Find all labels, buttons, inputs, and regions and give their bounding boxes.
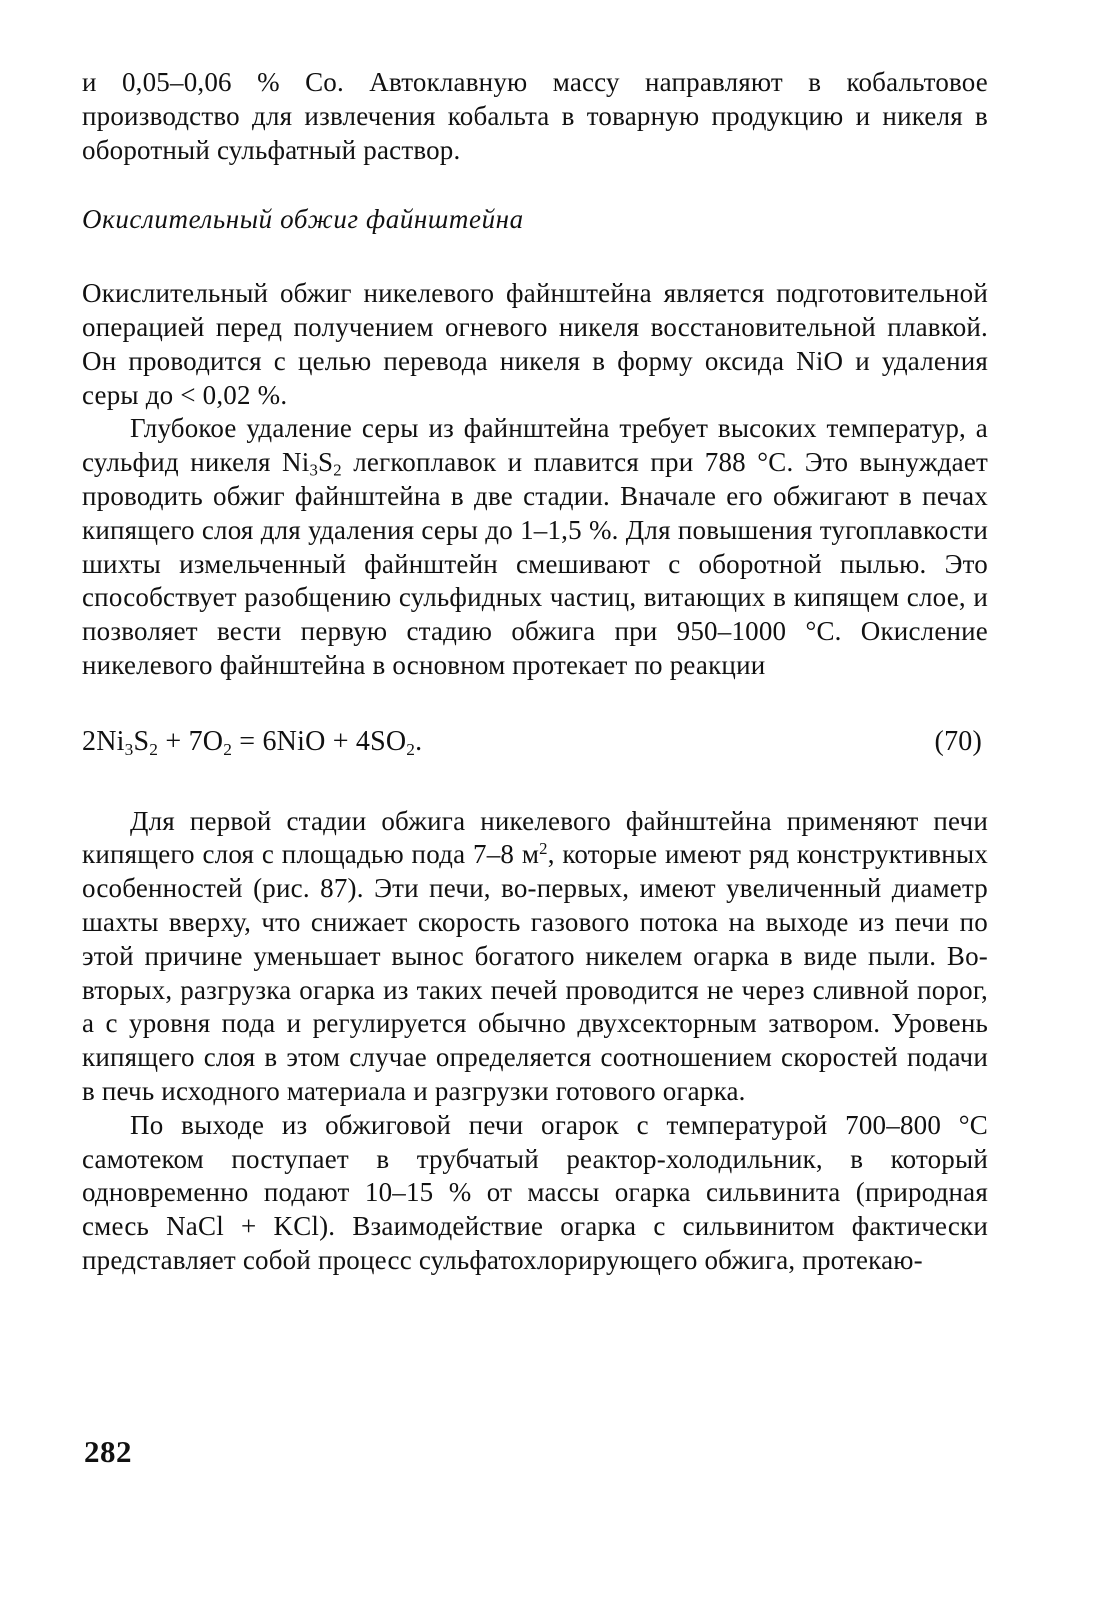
text-segment: легкоплавок и плавится при 788 °С. Это вынуждает проводить обжиг файнштейна в две стадии. Вначале его обжигают в печах кипящего слоя для удаления серы до 1–1,5 %. Для повышения тугоплавкости шихты измельченный файнштейн смешивают с оборотной пылью. Это способствует разобщению сульфидных частиц, витающих в кипящем слое, и позволяет вести первую стадию обжига при 950–1000 °С. Окисление никелевого файнштейна в основном протекает по реакции [82, 447, 989, 680]
intro-paragraph: и 0,05–0,06 % Co. Автоклавную массу направляют в кобальтовое производство для извлечения кобальта в товарную продукцию и никеля в оборотный сульфатный раствор. [82, 67, 988, 165]
eq-subscript: 2 [149, 739, 159, 759]
paragraph-furnace-design [82, 805, 988, 1109]
eq-subscript: 2 [406, 739, 416, 759]
paragraph-cinder-cooling: По выходе из обжиговой печи огарок с температурой 700–800 °С самотеком поступает в трубчатый реактор-холодильник, в который одновременно подают 10–15 % от массы огарка сильвинита (природная смесь NaCl + KCl). Взаимодействие огарка с сильвинитом фактически представляет собой процесс сульфатохлорирующего обжига, протекаю- [82, 1109, 988, 1275]
eq-subscript: 2 [223, 739, 233, 759]
eq-subscript: 3 [124, 739, 134, 759]
equation-row [82, 725, 988, 759]
text-segment: , которые имеют ряд конструктивных особенностей (рис. 87). Эти печи, во-первых, имеют увеличенный диаметр шахты вверху, что снижает скорость газового потока на выходе из печи по этой причине уменьшает вынос богатого никелем огарка в виде пыли. Во-вторых, разгрузка огарка из таких печей проводится не через сливной порог, а с уровня пода и регулируется обычно двухсекторным затвором. Уровень кипящего слоя в этом случае определяется соотношением скоростей подачи в печь исходного материала и разгрузки готового огарка. [82, 839, 988, 1106]
superscript: 2 [539, 839, 548, 859]
eq-part: S [133, 725, 150, 757]
eq-part: . [415, 725, 423, 757]
text-segment: Для первой стадии обжига никелевого файнштейна применяют печи кипящего слоя с площадью пода 7–8 м [82, 805, 988, 870]
equation-number: (70) [934, 725, 982, 757]
text-segment: S [318, 447, 334, 478]
section-heading: Окислительный обжиг файнштейна [82, 204, 524, 235]
subscript: 2 [333, 460, 342, 480]
paragraph-oxidizing-roast: Окислительный обжиг никелевого файнштейна является подготовительной операцией перед получением огневого никеля восстановительной плавкой. Он проводится с целью перевода никеля в форму оксида NiO и удаления серы до < 0,02 %. [82, 278, 988, 410]
page-body [82, 66, 988, 1278]
eq-part: 2Ni [82, 725, 125, 757]
eq-part: = 6NiO + 4SO [232, 725, 407, 757]
eq-part: + 7O [158, 725, 224, 757]
chemical-equation [82, 725, 422, 759]
page-number: 282 [84, 1434, 132, 1469]
paragraph-sulfur-removal [82, 412, 988, 682]
subscript: 3 [309, 460, 319, 480]
text-segment: Глубокое удаление серы из файнштейна требует высоких температур, а сульфид никеля Ni [82, 413, 988, 478]
